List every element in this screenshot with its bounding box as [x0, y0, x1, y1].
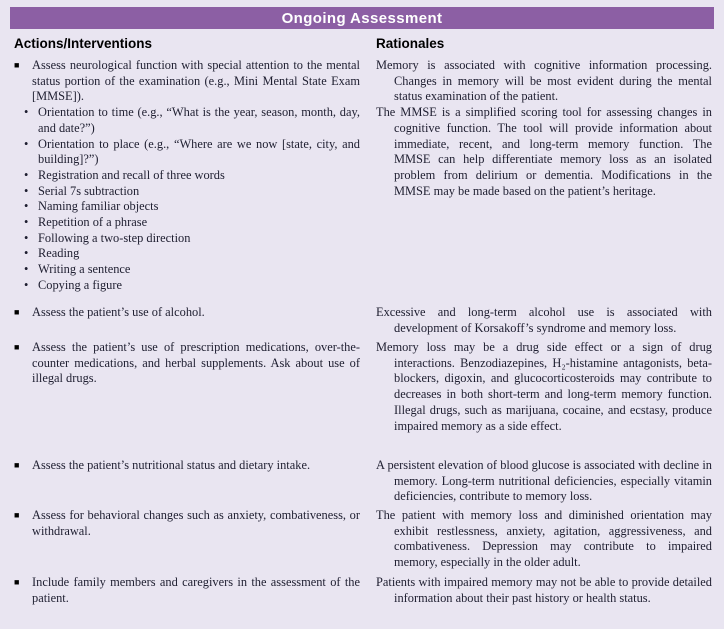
action-subitem	[24, 262, 360, 278]
subitem-text: Registration and recall of three words	[38, 167, 225, 182]
rationale-text: Patients with impaired memory may not be able to provide detailed information about their past history or health status.	[376, 575, 712, 605]
action-text: Assess the patient’s use of prescription medications, over-the-counter medications, and herbal supplements. Ask about use of illegal drugs.	[32, 340, 360, 386]
table-row	[14, 58, 712, 305]
column-headers	[14, 36, 710, 52]
action-cell	[14, 58, 360, 294]
assessment-table	[14, 58, 712, 606]
table-title: Ongoing Assessment	[281, 9, 443, 27]
table-row	[14, 575, 712, 606]
dot-bullet-icon: •	[24, 230, 29, 245]
square-bullet-icon: ■	[14, 342, 20, 352]
subitem-text: Following a two-step direction	[38, 230, 191, 245]
dot-bullet-icon: •	[24, 105, 29, 120]
action-item	[14, 458, 360, 474]
rationale-text: The patient with memory loss and diminished orientation may exhibit restlessness, anxiety, agitation, aggressiveness, and combativeness. Depression may contribute to impaired memory, especially in the older adult.	[376, 508, 712, 570]
subitem-text: Repetition of a phrase	[38, 215, 148, 230]
subitem-text: Orientation to time (e.g., “What is the year, season, month, day, and date?”)	[38, 105, 360, 135]
dot-bullet-icon: •	[24, 136, 29, 151]
action-cell	[14, 508, 360, 539]
rationale-text: The MMSE is a simplified scoring tool for assessing changes in cognitive function. The tool will provide information about immediate, recent, and long-term memory function. The MMSE can help differentiate memory loss as an isolated problem from delirium or dementia. Modifications in the MMSE may be made based on the patient’s heritage.	[376, 105, 712, 198]
action-subitem	[24, 231, 360, 247]
square-bullet-icon: ■	[14, 60, 20, 70]
action-cell	[14, 458, 360, 474]
subitem-text: Writing a sentence	[38, 262, 131, 277]
rationale-cell	[376, 458, 712, 505]
rationale-cell	[376, 305, 712, 336]
action-subitem	[24, 199, 360, 215]
dot-bullet-icon: •	[24, 167, 29, 182]
rationale-text: Memory loss may be a drug side effect or a sign of drug interactions. Benzodiazepines, H₂-histamine antagonists, beta-blockers, digoxin, and glucocorticosteroids may contribute to decreases in both short-term and long-term memory function. Illegal drugs, such as marijuana, cocaine, and ecstasy, produce impaired memory as a side effect.	[376, 340, 712, 433]
subitem-text: Copying a figure	[38, 277, 122, 292]
action-cell	[14, 575, 360, 606]
action-subitem	[24, 246, 360, 262]
square-bullet-icon: ■	[14, 577, 20, 587]
action-subitem	[24, 168, 360, 184]
rationale-text: Excessive and long-term alcohol use is associated with development of Korsakoff’s syndrome and memory loss.	[376, 305, 712, 335]
action-subitem	[24, 278, 360, 294]
action-subitem	[24, 184, 360, 200]
action-subitem	[24, 215, 360, 231]
dot-bullet-icon: •	[24, 215, 29, 230]
action-subitem	[24, 105, 360, 136]
table-row	[14, 305, 712, 340]
column-header-actions: Actions/Interventions	[14, 36, 153, 51]
rationale-cell	[376, 508, 712, 571]
subitem-text: Orientation to place (e.g., “Where are we now [state, city, and building]?”)	[38, 136, 360, 167]
action-item	[14, 508, 360, 539]
subitem-text: Serial 7s subtraction	[38, 183, 140, 198]
action-item	[14, 305, 360, 321]
table-title-bar	[10, 7, 714, 29]
subitem-text: Naming familiar objects	[38, 199, 159, 214]
square-bullet-icon: ■	[14, 307, 20, 317]
action-text: Assess the patient’s nutritional status and dietary intake.	[32, 458, 311, 472]
table-row	[14, 508, 712, 575]
square-bullet-icon: ■	[14, 510, 20, 520]
rationale-cell	[376, 575, 712, 606]
subitem-text: Reading	[38, 246, 80, 261]
rationale-cell	[376, 340, 712, 434]
table-row	[14, 340, 712, 458]
action-cell	[14, 340, 360, 387]
action-cell	[14, 305, 360, 321]
table-row	[14, 458, 712, 508]
dot-bullet-icon: •	[24, 277, 29, 292]
action-item	[14, 340, 360, 387]
rationale-cell	[376, 58, 712, 199]
action-text: Assess the patient’s use of alcohol.	[32, 305, 205, 319]
rationale-text: A persistent elevation of blood glucose is associated with decline in memory. Long-term nutritional deficiencies, especially vitamin deficiencies, contribute to memory loss.	[376, 458, 712, 504]
action-item	[14, 58, 360, 105]
action-text: Assess neurological function with special attention to the mental status portion of the examination (e.g., Mini Mental State Exam [MMSE]).	[32, 58, 360, 104]
rationale-text: Memory is associated with cognitive information processing. Changes in memory will be most evident during the mental status examination of the patient.	[376, 58, 712, 104]
action-text: Include family members and caregivers in the assessment of the patient.	[32, 575, 360, 605]
column-header-rationales: Rationales	[376, 36, 445, 51]
dot-bullet-icon: •	[24, 199, 29, 214]
action-text: Assess for behavioral changes such as anxiety, combativeness, or withdrawal.	[32, 508, 360, 538]
dot-bullet-icon: •	[24, 262, 29, 277]
dot-bullet-icon: •	[24, 246, 29, 261]
dot-bullet-icon: •	[24, 183, 29, 198]
action-item	[14, 575, 360, 606]
action-subitem	[24, 137, 360, 168]
square-bullet-icon: ■	[14, 460, 20, 470]
